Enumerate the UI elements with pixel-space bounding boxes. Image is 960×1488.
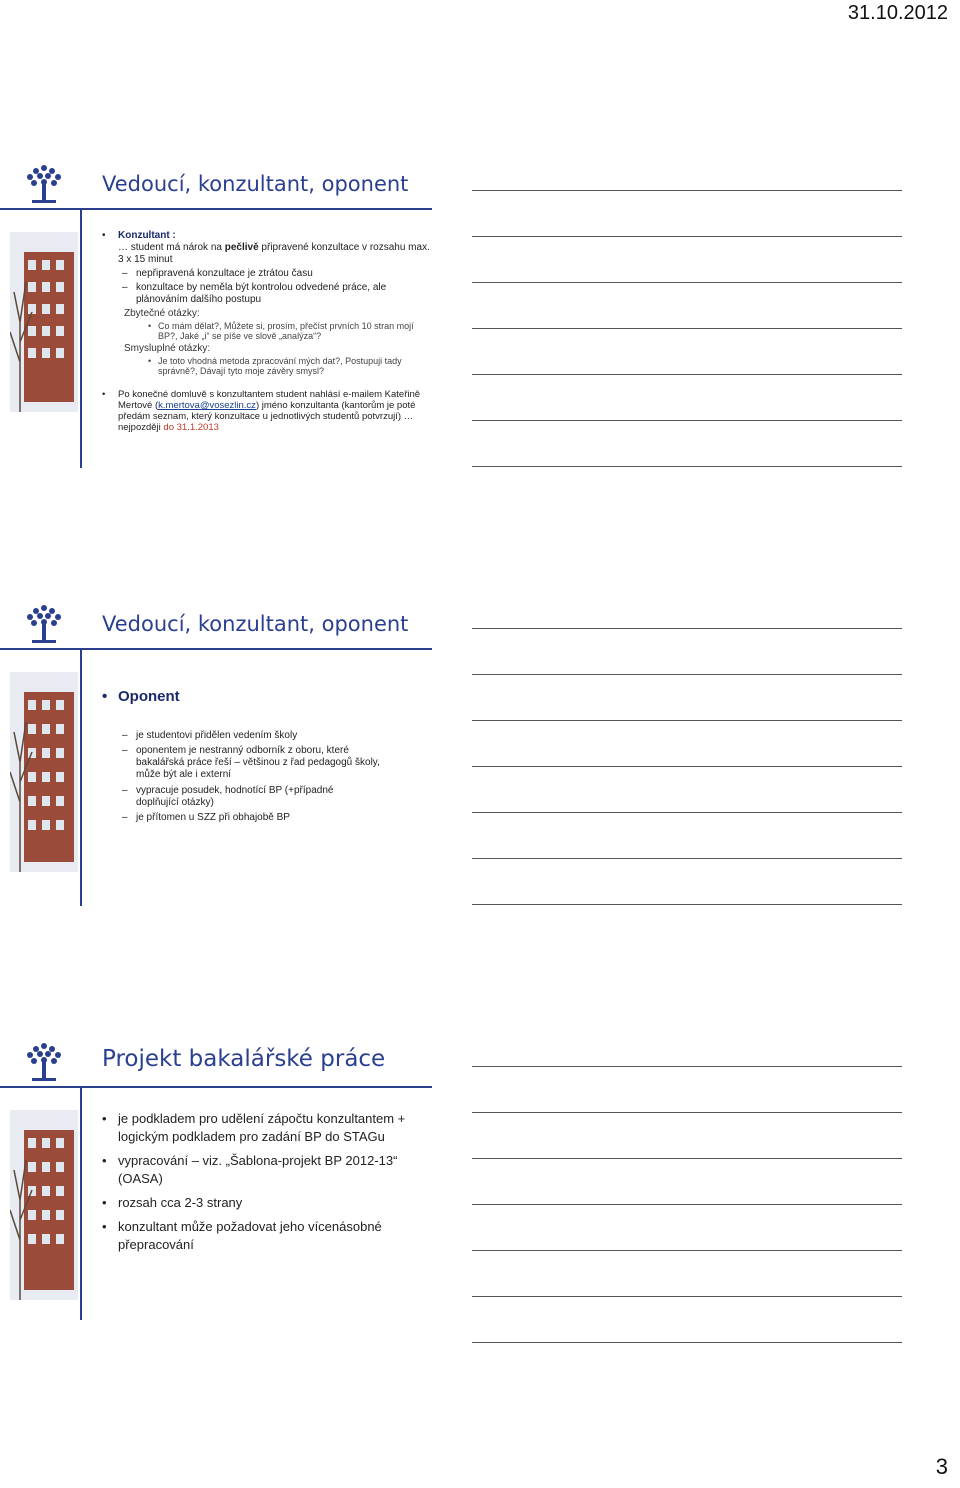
final-text-2: ) jméno konzultanta (kantorům je poté předám seznam, který konzultace u jednotlivých studentů potvrzují) … nejpozději bbox=[118, 400, 416, 434]
intro-text-end: připravené konzultace v rozsahu max. 3 x 15 minut bbox=[118, 241, 430, 265]
note-line bbox=[472, 420, 902, 421]
slide-title: Vedoucí, konzultant, oponent bbox=[102, 172, 409, 196]
note-line bbox=[472, 812, 902, 813]
tree-logo-icon bbox=[22, 1040, 66, 1084]
dash-item: – vypracuje posudek, hodnotící BP (+případné doplňující otázky) bbox=[100, 785, 430, 809]
note-line bbox=[472, 858, 902, 859]
bullet-final bbox=[100, 389, 430, 434]
useful-label: Smysluplné otázky: bbox=[124, 342, 211, 354]
note-line bbox=[472, 1296, 902, 1297]
dash-item: – je studentovi přidělen vedením školy bbox=[100, 730, 430, 742]
note-line bbox=[472, 374, 902, 375]
bullet-item: • je podkladem pro udělení zápočtu konzultantem + logickým podkladem pro zadání BP do STAGu bbox=[100, 1110, 410, 1146]
slide-1 bbox=[0, 152, 432, 472]
final-text: Po konečné domluvě s konzultantem student nahlásí e-mailem Kateřině Mertové ( bbox=[118, 388, 421, 412]
note-line bbox=[472, 236, 902, 237]
slide-title: Vedoucí, konzultant, oponent bbox=[102, 612, 409, 636]
note-line bbox=[472, 766, 902, 767]
slide-content bbox=[100, 688, 430, 828]
bullet-item: • vypracování – viz. „Šablona-projekt BP 2012-13“ (OASA) bbox=[100, 1152, 410, 1188]
school-building-image bbox=[10, 1110, 78, 1300]
school-building-image bbox=[10, 672, 78, 872]
slide-content bbox=[100, 230, 430, 437]
bullet-oponent: • Oponent bbox=[100, 688, 430, 706]
note-line bbox=[472, 628, 902, 629]
useless-questions: • Co mám dělat?, Můžete si, prosím, přečíst prvních 10 stran mojí BP?, Jaké „i“ se píše ve slově „analýza“? bbox=[100, 321, 430, 342]
tree-logo-icon bbox=[22, 602, 66, 646]
bullet-item: • konzultant může požadovat jeho vícenásobné přepracování bbox=[100, 1218, 410, 1254]
note-line bbox=[472, 190, 902, 191]
side-rule bbox=[80, 210, 82, 468]
note-line bbox=[472, 1112, 902, 1113]
slide-3 bbox=[0, 1030, 432, 1320]
note-line bbox=[472, 1158, 902, 1159]
dash-item: – nepřipravená konzultace je ztrátou času bbox=[100, 268, 430, 280]
bullet-heading: Konzultant : bbox=[118, 230, 176, 241]
note-line bbox=[472, 720, 902, 721]
school-building-image bbox=[10, 232, 78, 412]
useless-label: Zbytečné otázky: bbox=[124, 307, 200, 319]
slide-2 bbox=[0, 592, 432, 910]
bullet-item: • rozsah cca 2-3 strany bbox=[100, 1194, 410, 1212]
print-date: 31.10.2012 bbox=[847, 2, 948, 24]
note-line bbox=[472, 1204, 902, 1205]
side-rule bbox=[80, 1088, 82, 1320]
side-rule bbox=[80, 650, 82, 906]
dash-item: – konzultace by neměla být kontrolou odvedené práce, ale plánováním dalšího postupu bbox=[100, 282, 430, 306]
note-line bbox=[472, 1066, 902, 1067]
deadline-text: do 31.1.2013 bbox=[163, 422, 219, 434]
intro-bold: pečlivě bbox=[224, 241, 259, 253]
note-line bbox=[472, 674, 902, 675]
intro-text: … student má nárok na bbox=[118, 241, 225, 253]
useful-questions: • Je toto vhodná metoda zpracování mých dat?, Postupuji tady správně?, Dávají tyto moje závěry smysl? bbox=[100, 356, 430, 377]
title-rule bbox=[0, 648, 432, 650]
page-number: 3 bbox=[935, 1454, 948, 1479]
note-line bbox=[472, 282, 902, 283]
bullet-konzultant bbox=[100, 230, 430, 265]
email-link[interactable]: k.mertova@vosezlin.cz bbox=[158, 400, 256, 412]
note-line bbox=[472, 1250, 902, 1251]
title-rule bbox=[0, 1086, 432, 1088]
dash-item: – oponentem je nestranný odborník z oboru, které bakalářská práce řeší – většinou z řad pedagogů školy, může být ale i externí bbox=[100, 745, 430, 780]
slide-content bbox=[100, 1110, 410, 1260]
title-rule bbox=[0, 208, 432, 210]
note-line bbox=[472, 1342, 902, 1343]
tree-logo-icon bbox=[22, 162, 66, 206]
note-line bbox=[472, 466, 902, 467]
slide-title: Projekt bakalářské práce bbox=[102, 1046, 386, 1072]
dash-item: – je přítomen u SZZ při obhajobě BP bbox=[100, 812, 430, 824]
note-line bbox=[472, 904, 902, 905]
note-line bbox=[472, 328, 902, 329]
